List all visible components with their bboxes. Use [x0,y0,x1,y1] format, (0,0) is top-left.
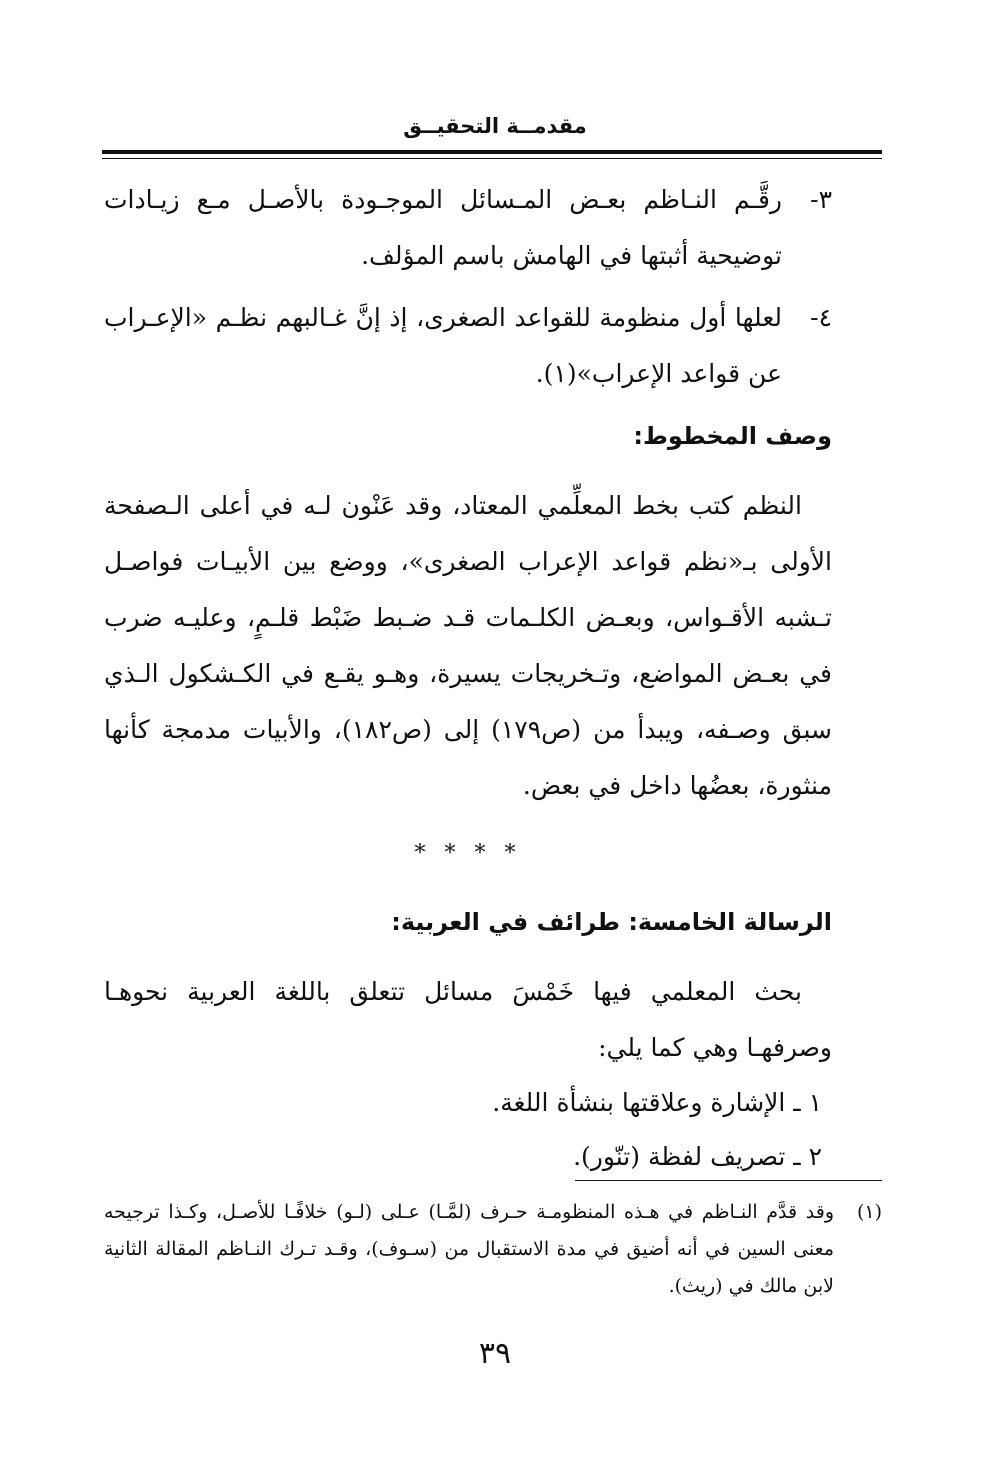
page-number: ٣٩ [478,1336,512,1371]
footnote [104,1194,882,1305]
list-item-text: لعلها أول منظومة للقواعد الصغرى، إذ إنَّ غـالبهم نظـم «الإعـراب عن قواعد الإعراب»(١). [104,303,782,388]
header-rule-thick [102,150,882,154]
section-heading-manuscript: وصف المخطوط: [633,422,832,450]
topic-list-item: ٢ ـ تصريف لفظة (تنّور). [573,1142,822,1171]
fifth-treatise-paragraph: بحث المعلمي فيها خَمْسَ مسائل تتعلق باللغة العربية نحوهـا وصرفهـا وهي كما يلي: [104,977,832,1062]
manuscript-description-paragraph: النظم كتب بخط المعلِّمي المعتاد، وقد عَنْون لـه في أعلى الـصفحة الأولى بـ«نظم قواعد الإعراب الصغرى»، ووضع بين الأبيـات فواصـل تـشبه الأقـواس، وبعـض الكلـمات قـد ضـبط ضَبْط قلـمٍ، وعليـه ضرب في بعـض المواضع، وتـخريجات يسيرة، وهـو يقـع في الكـشكول الـذي سبق وصـفه، ويبدأ من (ص١٧٩) إلى (ص١٨٢)، والأبيات مدمجة كأنها منثورة، بعضُها داخل في بعض. [104,491,832,800]
list-item [104,290,832,402]
header-rule-thin [102,158,882,159]
footnote-text: وقد قدَّم النـاظم في هـذه المنظومـة حـرف (لمَّـا) عـلى (لـو) خلافًـا للأصـل، وكـذا ترجيحه معنى السين في أنه أضيق في مدة الاستقبال من (سـوف)، وقـد تـرك النـاظم المقالة الثانية لابن مالك في (ريث). [104,1201,834,1297]
footnote-rule [575,1180,882,1181]
list-item-number: ٤- [810,303,832,332]
main-text [104,172,832,1184]
running-header: مقدمــة التحقيــق [403,114,587,138]
list-item [104,172,832,284]
topic-list-item: ١ ـ الإشارة وعلاقتها بنشأة اللغة. [492,1088,822,1117]
footnote-mark: (١) [856,1201,882,1223]
section-separator: * * * * [414,841,522,866]
list-item-text: رقَّـم النـاظم بعـض المـسائل الموجـودة بالأصـل مـع زيـادات توضيحية أثبتها في الهامش باسم المؤلف. [104,185,782,270]
section-heading-fifth-treatise: الرسالة الخامسة: طرائف في العربية: [391,908,832,936]
list-item-number: ٣- [810,185,832,214]
